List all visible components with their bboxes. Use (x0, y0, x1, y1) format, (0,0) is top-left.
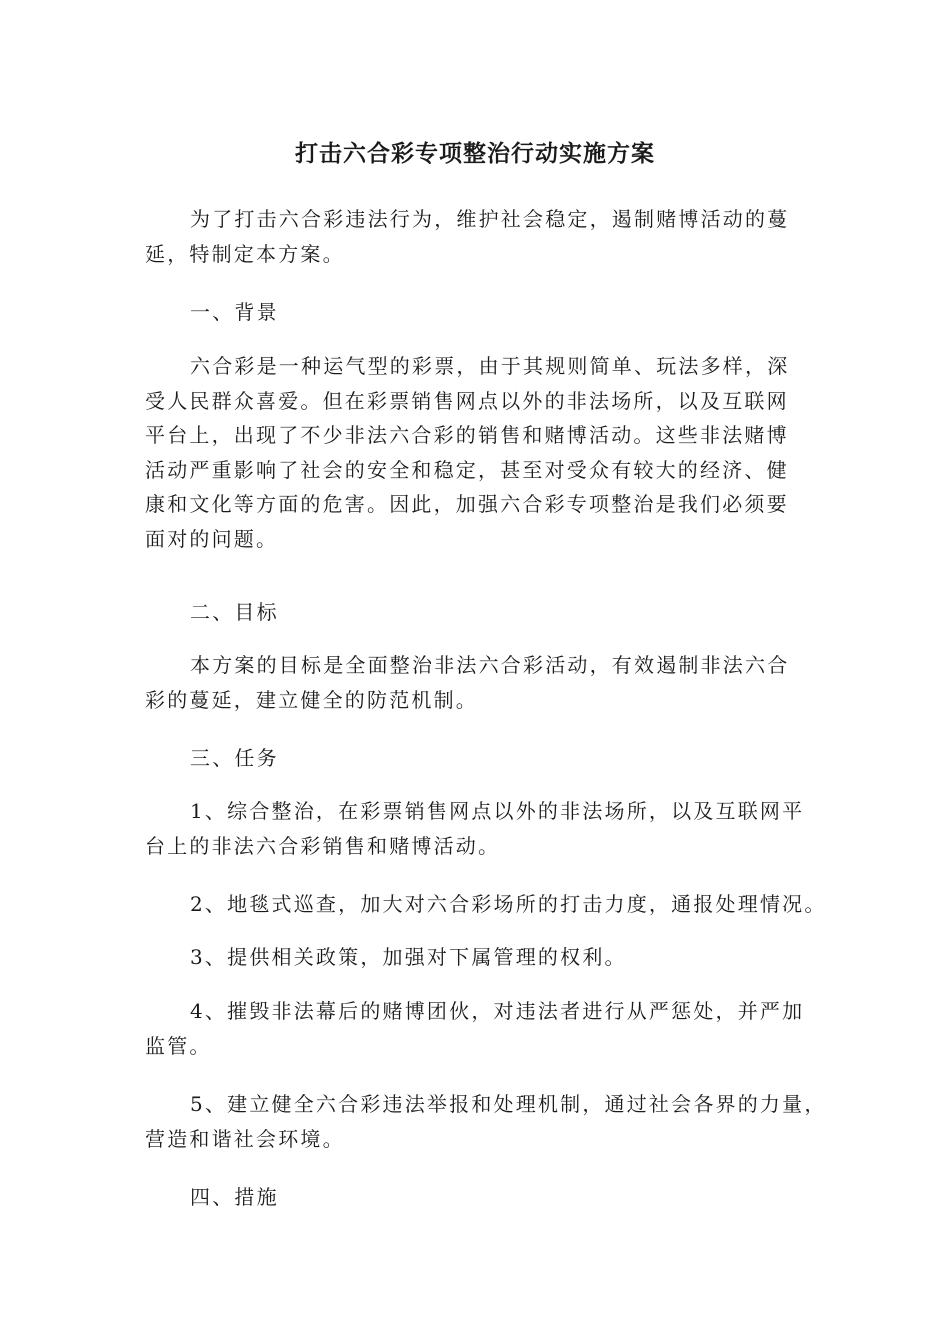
goal-line: 本方案的目标是全面整治非法六合彩活动，有效遏制非法六合 (190, 653, 790, 677)
intro-line-1: 为了打击六合彩违法行为，维护社会稳定，遏制赌博活动的蔓 (190, 207, 790, 231)
background-line: 六合彩是一种运气型的彩票，由于其规则简单、玩法多样，深 (190, 354, 790, 378)
background-paragraph (145, 349, 810, 556)
goal-line: 彩的蔓延，建立健全的防范机制。 (145, 687, 478, 712)
intro-paragraph (145, 202, 810, 271)
background-line: 面对的问题。 (145, 526, 279, 551)
background-line: 活动严重影响了社会的安全和稳定，甚至对受众有较大的经济、健 (145, 457, 789, 482)
task-item-4: 4、摧毁非法幕后的赌博团伙，对违法者进行从严惩处，并严加 监管。 (145, 999, 805, 1058)
task-item-2: 2、地毯式巡查，加大对六合彩场所的打击力度，通报处理情况。 (190, 892, 827, 916)
goal-paragraph (145, 648, 810, 717)
section-heading-background: 一、背景 (190, 300, 279, 324)
section-heading-goal: 二、目标 (190, 600, 279, 624)
section-heading-measures: 四、措施 (190, 1185, 279, 1209)
task-item-5: 5、建立健全六合彩违法举报和处理机制，通过社会各界的力量， 营造和谐社会环境。 (145, 1092, 827, 1151)
task-item-1: 1、综合整治，在彩票销售网点以外的非法场所，以及互联网平 台上的非法六合彩销售和赌博活动。 (145, 799, 805, 858)
background-line: 平台上，出现了不少非法六合彩的销售和赌博活动。这些非法赌博 (145, 423, 789, 447)
background-line: 受人民群众喜爱。但在彩票销售网点以外的非法场所，以及互联网 (145, 388, 789, 413)
task-item-3: 3、提供相关政策，加强对下属管理的权利。 (190, 945, 627, 969)
intro-line-2: 延，特制定本方案。 (145, 241, 345, 266)
document-title: 打击六合彩专项整治行动实施方案 (295, 141, 655, 167)
section-heading-tasks: 三、任务 (190, 746, 279, 770)
background-line: 康和文化等方面的危害。因此，加强六合彩专项整治是我们必须要 (145, 492, 789, 516)
